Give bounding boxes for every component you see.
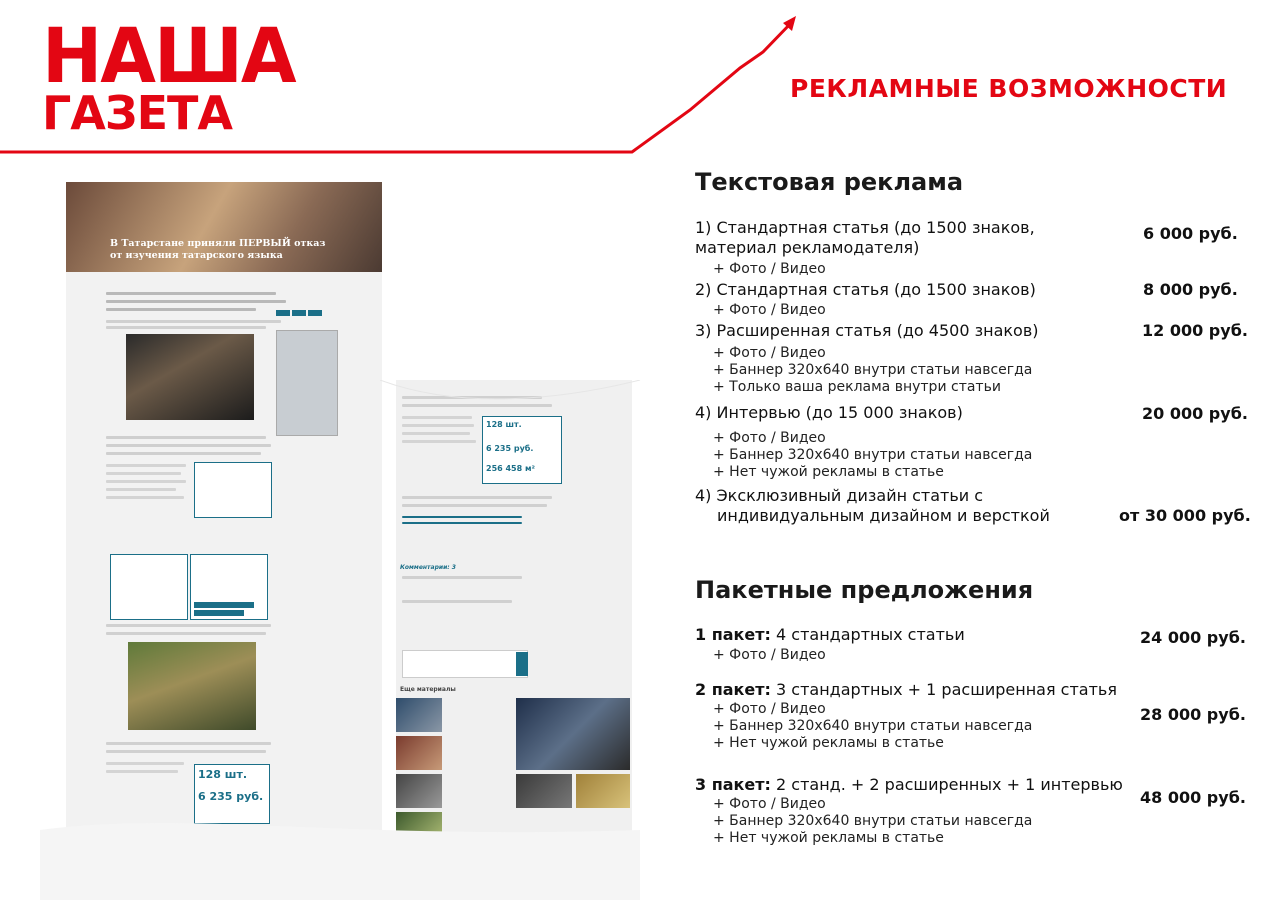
mock-more: Еще материалы <box>400 686 456 693</box>
package-3-feature-1: + Фото / Видео <box>713 796 826 812</box>
ad-item-1-title-line2: материал рекламодателя) <box>695 238 920 257</box>
article-photo-2 <box>128 642 256 730</box>
ad-item-5-title-line2: индивидуальным дизайном и версткой <box>717 506 1050 525</box>
logo-line1: НАША <box>42 11 295 101</box>
mock-comments: Комментарии: 3 <box>400 564 456 571</box>
package-3-desc: 2 станд. + 2 расширенных + 1 интервью <box>776 775 1123 794</box>
ad-item-2-price: 8 000 руб. <box>1143 280 1238 299</box>
ad-item-4-feature-2: + Баннер 320х640 внутри статьи навсегда <box>713 447 1033 463</box>
package-1-price: 24 000 руб. <box>1140 628 1246 647</box>
package-2-feature-1: + Фото / Видео <box>713 701 826 717</box>
package-2 <box>695 680 1255 700</box>
mock-headline: В Татарстане приняли ПЕРВЫЙ отказ от изучения татарского языка <box>110 238 326 261</box>
bottom-wave <box>40 800 640 900</box>
mock-right-stat-1: 128 шт. <box>486 420 522 429</box>
mock-right-stat-3: 256 458 м² <box>486 464 536 473</box>
package-1-label: 1 пакет: <box>695 625 771 644</box>
ad-item-1-feature: + Фото / Видео <box>713 261 826 277</box>
article-mockup-left <box>66 182 382 832</box>
package-1-feature: + Фото / Видео <box>713 647 826 663</box>
packages-heading: Пакетные предложения <box>695 576 1034 604</box>
ad-item-3-feature-3: + Только ваша реклама внутри статьи <box>713 379 1001 395</box>
logo-line2: ГАЗЕТА <box>42 86 232 141</box>
package-3-price: 48 000 руб. <box>1140 788 1246 807</box>
ad-item-1-price: 6 000 руб. <box>1143 224 1238 243</box>
ad-item-1-title-line1: 1) Стандартная статья (до 1500 знаков, <box>695 218 1035 237</box>
ad-item-3-feature-1: + Фото / Видео <box>713 345 826 361</box>
ad-item-4-feature-1: + Фото / Видео <box>713 430 826 446</box>
ad-item-3-title: 3) Расширенная статья (до 4500 знаков) <box>695 321 1039 340</box>
ad-item-5-title-line1: 4) Эксклюзивный дизайн статьи с <box>695 486 984 505</box>
package-1-desc: 4 стандартных статьи <box>776 625 965 644</box>
ad-item-2-title: 2) Стандартная статья (до 1500 знаков) <box>695 280 1036 299</box>
mock-stat-2: 6 235 руб. <box>198 790 264 803</box>
package-2-feature-2: + Баннер 320х640 внутри статьи навсегда <box>713 718 1033 734</box>
ad-item-3-feature-2: + Баннер 320х640 внутри статьи навсегда <box>713 362 1033 378</box>
ad-item-4-feature-3: + Нет чужой рекламы в статье <box>713 464 944 480</box>
text-ads-heading: Текстовая реклама <box>695 168 964 196</box>
package-2-desc: 3 стандартных + 1 расширенная статья <box>776 680 1117 699</box>
package-3-feature-2: + Баннер 320х640 внутри статьи навсегда <box>713 813 1033 829</box>
package-3-feature-3: + Нет чужой рекламы в статье <box>713 830 944 846</box>
ad-item-5-price: от 30 000 руб. <box>1119 506 1251 525</box>
mock-stat-1: 128 шт. <box>198 768 248 781</box>
package-3-label: 3 пакет: <box>695 775 771 794</box>
package-2-price: 28 000 руб. <box>1140 705 1246 724</box>
ad-item-4-title: 4) Интервью (до 15 000 знаков) <box>695 403 963 422</box>
mock-right-stat-2: 6 235 руб. <box>486 444 534 453</box>
ad-item-4-price: 20 000 руб. <box>1142 404 1248 423</box>
ad-item-2-feature: + Фото / Видео <box>713 302 826 318</box>
package-2-label: 2 пакет: <box>695 680 771 699</box>
page-title: РЕКЛАМНЫЕ ВОЗМОЖНОСТИ <box>790 74 1228 103</box>
ad-item-3-price: 12 000 руб. <box>1142 321 1248 340</box>
package-2-feature-3: + Нет чужой рекламы в статье <box>713 735 944 751</box>
decorative-wave <box>40 380 650 450</box>
